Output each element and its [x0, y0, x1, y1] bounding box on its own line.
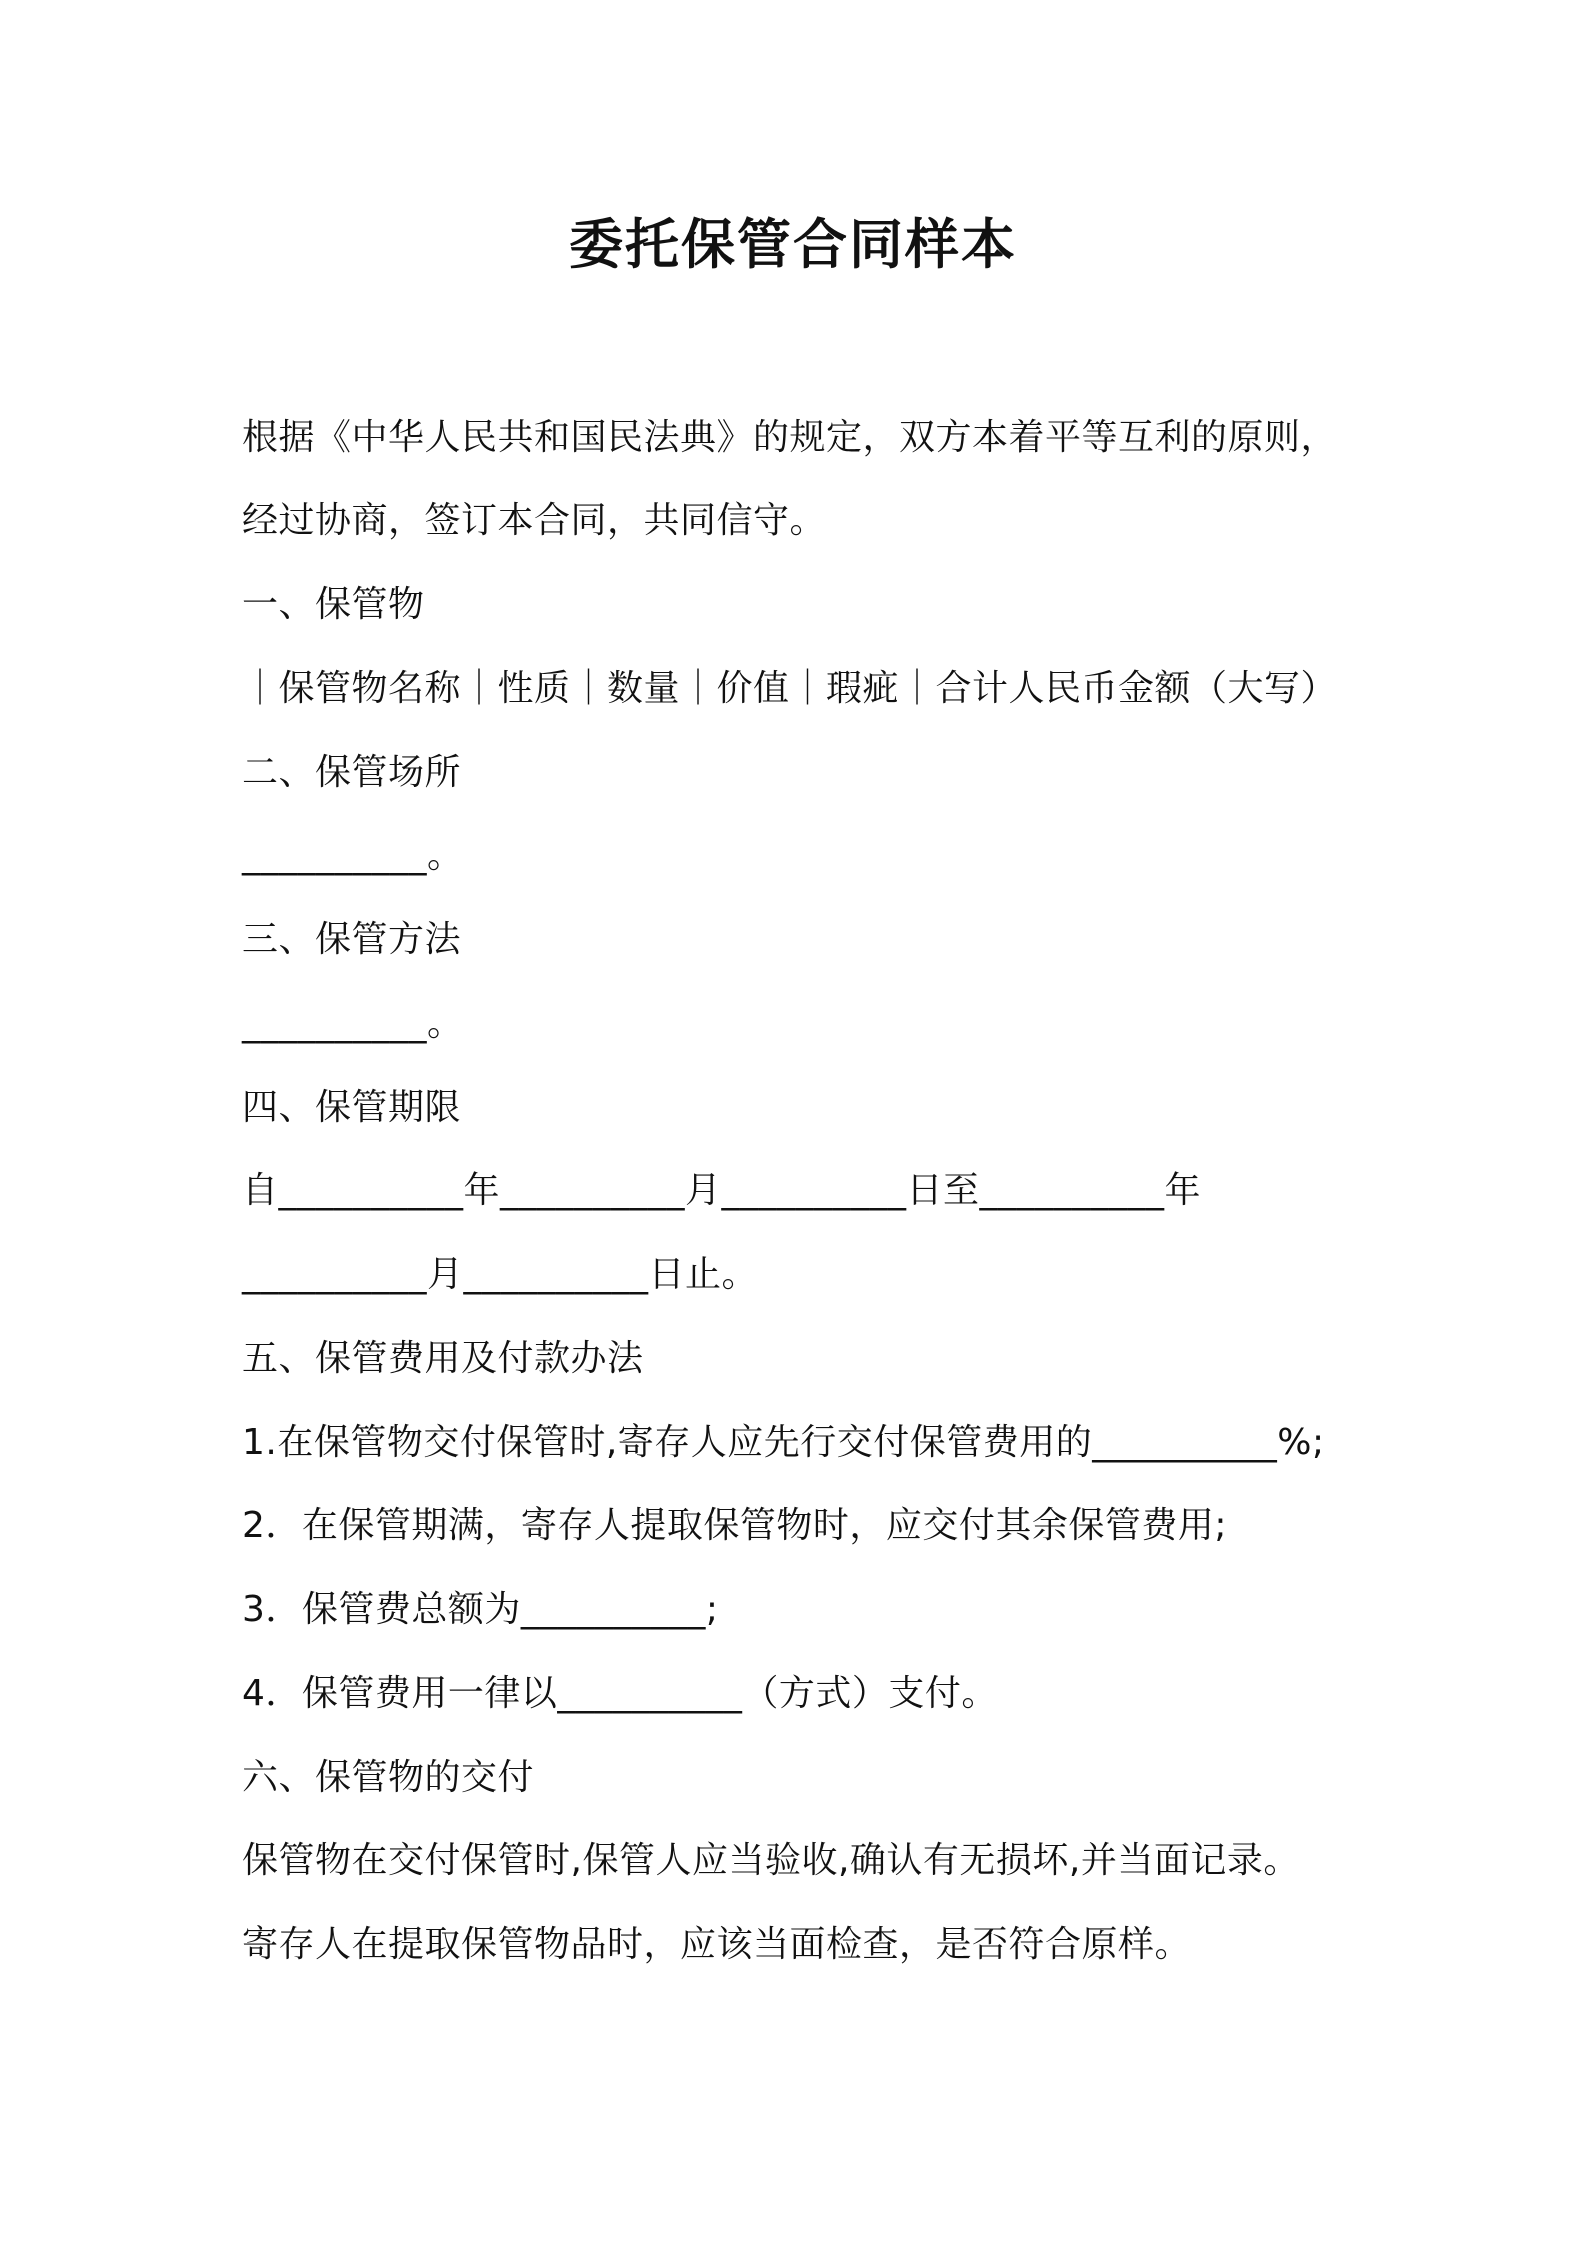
section-4-heading: 四、保管期限 — [242, 1087, 462, 1128]
delivery-line-1: 保管物在交付保管时,保管人应当验收,确认有无损坏,并当面记录。 — [242, 1840, 1300, 1881]
delivery-line-2: 寄存人在提取保管物品时，应该当面检查，是否符合原样。 — [242, 1924, 1192, 1965]
section-6-heading: 六、保管物的交付 — [242, 1757, 535, 1798]
fee-clause-4: 4．保管费用一律以__________（方式）支付。 — [242, 1673, 998, 1714]
intro-line-1: 根据《中华人民共和国民法典》的规定，双方本着平等互利的原则， — [242, 417, 1338, 458]
section-5-heading: 五、保管费用及付款办法 — [242, 1338, 644, 1379]
storage-place-blank: __________。 — [242, 835, 464, 876]
fee-clause-2: 2．在保管期满，寄存人提取保管物时，应交付其余保管费用; — [242, 1505, 1228, 1546]
fee-clause-3: 3．保管费总额为__________; — [242, 1589, 719, 1630]
storage-method-blank: __________。 — [242, 1003, 464, 1044]
term-line-1: 自__________年__________月__________日至__________年 — [242, 1170, 1202, 1211]
fee-clause-1: 1.在保管物交付保管时,寄存人应先行交付保管费用的__________%; — [242, 1422, 1325, 1463]
section-1-heading: 一、保管物 — [242, 584, 425, 625]
section-3-heading: 三、保管方法 — [242, 919, 462, 960]
term-line-2: __________月__________日止。 — [242, 1254, 759, 1295]
document-title: 委托保管合同样本 — [569, 213, 1017, 276]
section-2-heading: 二、保管场所 — [242, 752, 462, 793]
intro-line-2: 经过协商，签订本合同，共同信守。 — [242, 500, 827, 541]
table-header-row: ｜保管物名称｜性质｜数量｜价值｜瑕疵｜合计人民币金额（大写） — [242, 668, 1338, 709]
